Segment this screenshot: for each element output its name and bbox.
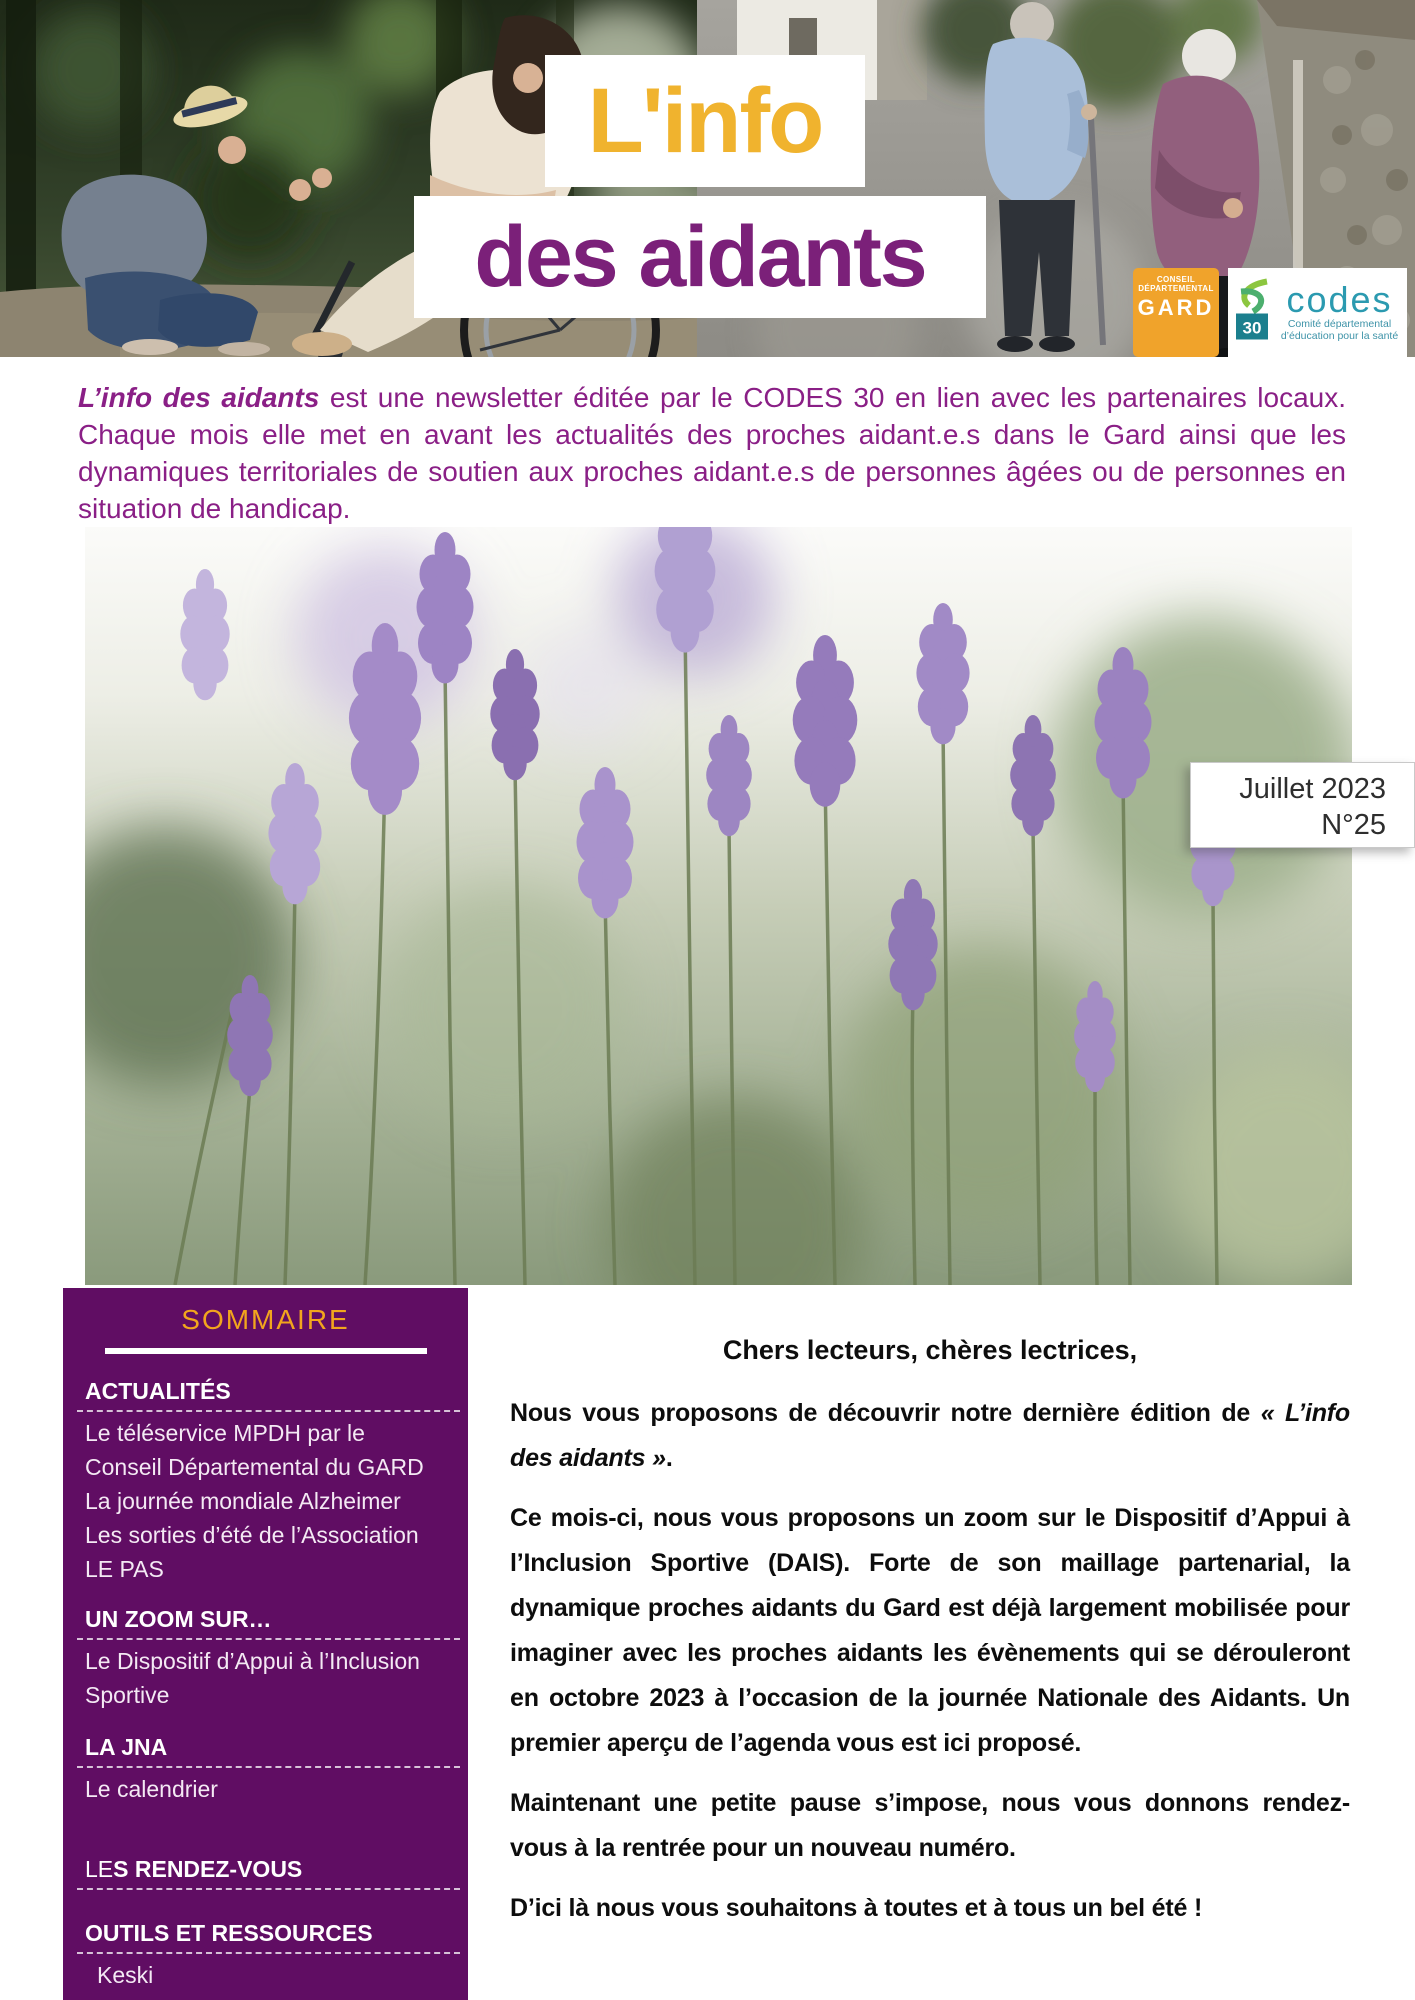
- editorial-letter: [510, 1333, 1350, 1946]
- gard-logo-name: GARD: [1137, 295, 1215, 320]
- sommaire-item[interactable]: LE PAS: [85, 1556, 164, 1582]
- intro-text: est une newsletter éditée par le CODES 30 en lien avec les partenaires locaux. Chaque mois elle met en avant les actualités des proches aidant.e.s dans le Gard ainsi que les dynamiques territoriales de soutien aux proches aidant.e.s de personnes âgées ou de personnes en situation de handicap.: [78, 382, 1347, 524]
- svg-text:30: 30: [1242, 318, 1262, 338]
- section-heading: LA JNA: [77, 1734, 460, 1768]
- gard-logo-line1: CONSEIL: [1156, 275, 1196, 284]
- section-heading: OUTILS ET RESSOURCES: [77, 1920, 460, 1954]
- issue-number: N°25: [1321, 809, 1386, 841]
- sommaire-item[interactable]: Sportive: [85, 1682, 170, 1708]
- newsletter-title-box-1: [545, 55, 865, 187]
- letter-paragraph-4: D’ici là nous vous souhaitons à toutes et à tous un bel été !: [510, 1894, 1203, 1922]
- section-heading: ACTUALITÉS: [77, 1378, 460, 1412]
- sommaire-section-jna: [77, 1734, 460, 1806]
- codes-logo-name: codes: [1286, 279, 1393, 320]
- intro-lead: L’info des aidants: [78, 382, 320, 413]
- codes-logo: [1228, 268, 1407, 357]
- sommaire-item[interactable]: La journée mondiale Alzheimer: [85, 1488, 401, 1514]
- letter-greeting: Chers lecteurs, chères lectrices,: [722, 1335, 1138, 1365]
- codes-logo-subtitle2: d’éducation pour la santé: [1280, 330, 1399, 342]
- gard-logo: [1133, 268, 1219, 357]
- header-photo-banner: [0, 0, 1415, 357]
- lavender-field-photo: [85, 527, 1352, 1285]
- gard-logo-line2: DÉPARTEMENTAL: [1138, 284, 1214, 293]
- newsletter-title-line2: des aidants: [474, 208, 926, 305]
- letter-paragraph-2: Ce mois-ci, nous vous proposons un zoom sur le Dispositif d’Appui à l’Inclusion Sportive (DAIS). Forte de son maillage partenarial, la dynamique proches aidants du Gard est déjà largement mobilisée pour imaginer avec les proches aidants les évènements qui se dérouleront en octobre 2023 à l’occasion de la journée Nationale des Aidants. Un premier aperçu de l’agenda vous est ici proposé.: [510, 1504, 1350, 1757]
- sommaire-item[interactable]: Conseil Départemental du GARD: [85, 1454, 424, 1480]
- sommaire-section-actualites: [77, 1378, 460, 1586]
- sommaire-section-zoom: [77, 1606, 460, 1712]
- sommaire-item[interactable]: Keski: [97, 1962, 154, 1988]
- issue-badge: [1190, 762, 1415, 848]
- letter-paragraph-1: Nous vous proposons de découvrir notre dernière édition de « L’info des aidants ».: [510, 1399, 1350, 1472]
- sommaire-item[interactable]: Le Dispositif d’Appui à l’Inclusion: [85, 1648, 420, 1674]
- sommaire-item[interactable]: Les sorties d’été de l’Association: [85, 1522, 419, 1548]
- intro-paragraph: [78, 379, 1346, 527]
- sommaire-item[interactable]: Le calendrier: [85, 1776, 218, 1802]
- section-heading: UN ZOOM SUR…: [77, 1606, 460, 1640]
- newsletter-title-box-2: [414, 196, 986, 318]
- issue-month: Juillet 2023: [1239, 773, 1386, 805]
- sommaire-title: SOMMAIRE: [181, 1304, 350, 1335]
- letter-paragraph-3: Maintenant une petite pause s’impose, nous vous donnons rendez-vous à la rentrée pour un nouveau numéro.: [510, 1789, 1350, 1862]
- sommaire-sidebar: [63, 1288, 468, 2000]
- newsletter-title-line1: L'info: [587, 69, 823, 172]
- sommaire-section-outils: [77, 1920, 460, 1992]
- sommaire-item[interactable]: Le téléservice MPDH par le: [85, 1420, 365, 1446]
- sommaire-section-rendez-vous: [77, 1856, 460, 1890]
- codes-logo-subtitle1: Comité départemental: [1287, 318, 1392, 330]
- sommaire-underline: [105, 1348, 427, 1354]
- section-heading: LES RENDEZ-VOUS: [77, 1856, 460, 1890]
